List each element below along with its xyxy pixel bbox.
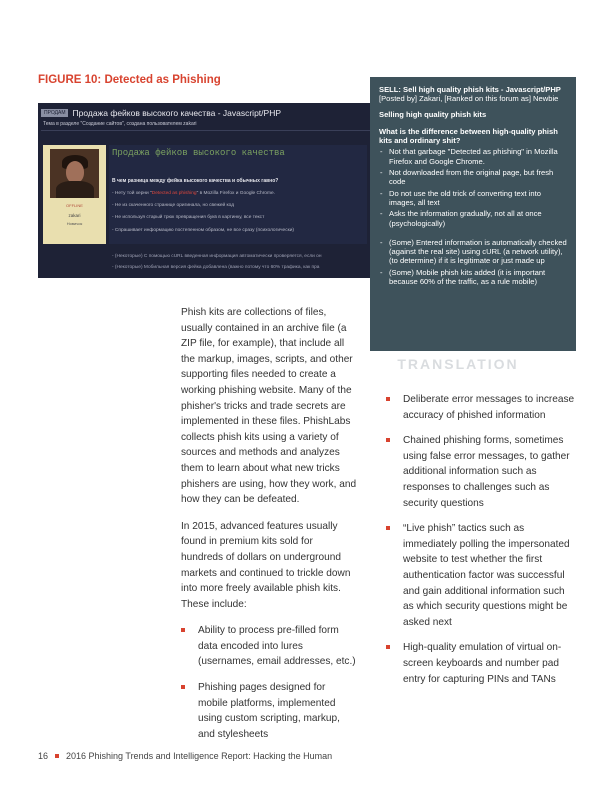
translation-item: - (Some) Mobile phish kits added (it is important because 60% of the traffic, as a rule mobile) [379, 268, 568, 286]
bullet-square-icon [386, 438, 390, 442]
post-line: - Не используя старый трюк превращения букв в картинку, все текст [112, 215, 265, 220]
translation-item: - Not downloaded from the original page, but fresh code [379, 168, 568, 186]
list-item: High-quality emulation of virtual on-screen keyboards and number pad entry for capturing PINs and TANs [386, 640, 576, 687]
forum-header [41, 106, 370, 119]
translation-item: - Not that garbage "Detected as phishing" in Mozilla Firefox and Google Chrome. [379, 147, 568, 165]
forum-tag: ПРОДАМ [41, 109, 68, 117]
bullet-square-icon [181, 685, 185, 689]
user-rank: Новичок [66, 221, 83, 226]
left-column [181, 305, 357, 752]
avatar [50, 149, 99, 198]
post-line: - Нету той херни "Detected as phishing" в Mozilla Firefox и Google Chrome. [112, 191, 275, 196]
translation-box [370, 77, 576, 351]
translation-label: TRANSLATION [397, 356, 519, 372]
paragraph: Phish kits are collections of files, usually contained in an archive file (a ZIP file, for example), that include all the markup, images, scripts, and other supporting files needed to create a working phishing website. Many of the phisher's tricks and trade secrets are implemented in these files. PhishLabs collects phish kits using a variety of sources and methods and analyzes them to learn about what new tricks phishers are using, how they work, and how they can be defeated. [181, 307, 357, 506]
bullet-square-icon [386, 645, 390, 649]
bullet-square-icon [386, 526, 390, 530]
list-item: Phishing pages designed for mobile platforms, implemented using custom scripting, markup, and stylesheets [181, 680, 357, 742]
translation-line: [Posted by] Zakari, [Ranked on this forum as] Newbie [379, 94, 559, 104]
post-line: - Не из скаченного страницe оригинала, но свежей код [112, 203, 235, 208]
translation-line: SELL: Sell high quality phish kits - Javascript/PHP [379, 85, 561, 94]
footer-separator-icon [55, 754, 59, 758]
list-item: Chained phishing forms, sometimes using false error messages, to gather additional information such as responses to challenges such as security questions [386, 433, 576, 511]
list-item: Ability to process pre-filled form data encoded into lures (usernames, email addresses, etc.) [181, 623, 357, 670]
feature-list-left [181, 623, 357, 742]
forum-heading: Продажа фейков высокого качества - Javascript/PHP [72, 107, 281, 118]
detected-highlight: Detected as phishing [151, 191, 197, 196]
post-footer-line: - (Некоторые) С помощью cURL введенная информация автоматически проверяется, если он [112, 254, 322, 259]
translation-line: What is the difference between high-quality phish kits and ordinary shit? [379, 126, 558, 145]
post-question: В чем разница между фейка высокого качества и обычных гавно? [112, 178, 279, 184]
page-footer [38, 751, 332, 761]
forum-post [109, 145, 367, 244]
post-title: Продажа фейков высокого качества [112, 148, 285, 158]
post-footer-line: - (Некоторые) Мобильная версия фейка добавлена (важно потому что 60% трафика, как пра [112, 265, 320, 270]
forum-divider [41, 130, 370, 131]
page-number: 16 [38, 751, 49, 761]
forum-screenshot [38, 103, 370, 278]
translation-line: Selling high quality phish kits [379, 110, 487, 120]
paragraph: In 2015, advanced features usually found in premium kits sold for hundreds of dollars on underground markets and continued to trickle down into more freely available phish kits. These include: [181, 520, 351, 610]
bullet-square-icon [181, 628, 185, 632]
user-profile-card [43, 145, 106, 244]
post-line: - Спрашивает информацию постепенном образом, не все сразу (психологически) [112, 228, 294, 233]
feature-list-right [386, 392, 576, 687]
figure-title: FIGURE 10: Detected as Phishing [38, 74, 221, 86]
translation-item: - Asks the information gradually, not all at once (psychologically) [379, 209, 568, 227]
right-column [386, 392, 576, 697]
report-title: 2016 Phishing Trends and Intelligence Report: Hacking the Human [66, 751, 333, 761]
username: zakari [68, 213, 81, 218]
forum-subheading: Тема в разделе "Создание сайтов", создана пользователем zakari [43, 121, 197, 127]
translation-item: - (Some) Entered information is automatically checked (against the real site) using cURL (a network utility), (to determine) if it is legitimate or just made up [379, 238, 568, 266]
bullet-square-icon [386, 397, 390, 401]
translation-item: - Do not use the old trick of converting text into images, all text [379, 189, 568, 207]
list-item: “Live phish” tactics such as immediately polling the impersonated website to test whether the first authentication factor was successful and gain additional information such as which security questions might be asked next [386, 521, 576, 630]
user-status: OFFLINE [66, 203, 83, 208]
translation-list [379, 147, 568, 286]
list-item: Deliberate error messages to increase accuracy of phished information [386, 392, 576, 423]
